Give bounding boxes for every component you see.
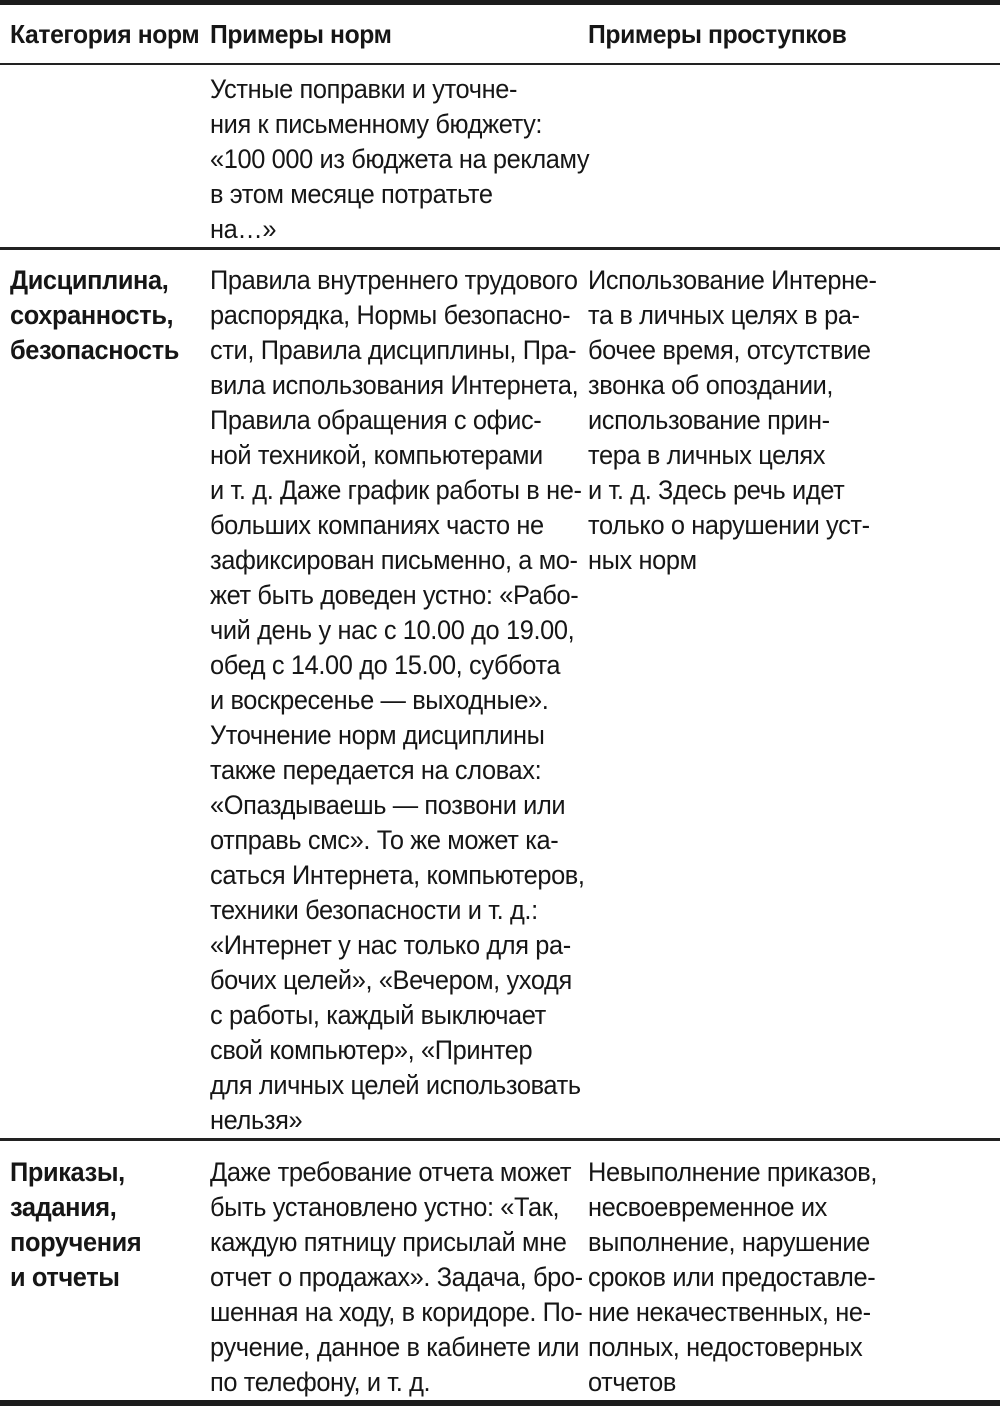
text-line: вила использования Интернета, <box>210 370 579 400</box>
text-line: Устные поправки и уточне- <box>210 74 518 104</box>
text-line: отчет о продажах». Задача, бро- <box>210 1262 583 1292</box>
text-line: сти, Правила дисциплины, Пра- <box>210 335 577 365</box>
text-line: сохранность, <box>10 300 174 330</box>
text-line: ной техникой, компьютерами <box>210 440 543 470</box>
table-row <box>0 1141 1000 1400</box>
text-line: ния к письменному бюджету: <box>210 109 543 139</box>
text-line: «Опаздываешь — позвони или <box>210 790 566 820</box>
text-line: техники безопасности и т. д.: <box>210 895 538 925</box>
text-line: Даже требование отчета может <box>210 1157 572 1187</box>
text-line: Правила внутреннего трудового <box>210 265 578 295</box>
text-line: также передается на словах: <box>210 755 542 785</box>
cell-category <box>0 263 200 1138</box>
text-line: несвоевременное их <box>588 1192 827 1222</box>
text-line: каждую пятницу присылай мне <box>210 1227 567 1257</box>
text-line: на…» <box>210 214 277 244</box>
text-line: отправь смс». То же может ка- <box>210 825 559 855</box>
cell-category <box>0 72 200 247</box>
text-line: больших компаниях часто не <box>210 510 544 540</box>
table-row <box>0 65 1000 247</box>
text-line: свой компьютер», «Принтер <box>210 1035 533 1065</box>
text-line: жет быть доведен устно: «Рабо- <box>210 580 579 610</box>
text-line: полных, недостоверных <box>588 1332 863 1362</box>
cell-norms <box>200 1155 583 1400</box>
cell-misconduct <box>580 1155 1000 1400</box>
text-line: ручение, данное в кабинете или <box>210 1332 580 1362</box>
text-line: обед с 14.00 до 15.00, суббота <box>210 650 561 680</box>
text-line: быть установлено устно: «Так, <box>210 1192 560 1222</box>
text-line: тера в личных целях <box>588 440 826 470</box>
text-line: нельзя» <box>210 1105 303 1135</box>
header-cell-norms <box>200 19 580 63</box>
text-line: саться Интернета, компьютеров, <box>210 860 585 890</box>
text-line: поручения <box>10 1227 142 1257</box>
cell-norms <box>200 72 590 247</box>
text-line: чий день у нас с 10.00 до 19.00, <box>210 615 575 645</box>
text-line: ние некачественных, не- <box>588 1297 871 1327</box>
text-line: в этом месяце потратьте <box>210 179 493 209</box>
text-line: звонка об опоздании, <box>588 370 834 400</box>
text-line: задания, <box>10 1192 117 1222</box>
table-row <box>0 250 1000 1138</box>
text-line: использование прин- <box>588 405 830 435</box>
text-line: бочих целей», «Вечером, уходя <box>210 965 572 995</box>
text-line: для личных целей использовать <box>210 1070 581 1100</box>
header-cell-misconduct <box>580 19 1000 63</box>
header-label-norms: Примеры норм <box>210 19 392 49</box>
header-cell-category <box>0 19 200 63</box>
text-line: распорядка, Нормы безопасно- <box>210 300 571 330</box>
table-bottom-border <box>0 1400 1000 1406</box>
text-line: «Интернет у нас только для ра- <box>210 930 571 960</box>
text-line: и воскресенье — выходные». <box>210 685 549 715</box>
text-line: бочее время, отсутствие <box>588 335 871 365</box>
text-line: отчетов <box>588 1367 676 1397</box>
text-line: «100 000 из бюджета на рекламу <box>210 144 590 174</box>
text-line: Уточнение норм дисциплины <box>210 720 545 750</box>
text-line: безопасность <box>10 335 179 365</box>
text-line: и т. д. Здесь речь идет <box>588 475 845 505</box>
text-line: зафиксирован письменно, а мо- <box>210 545 578 575</box>
text-line: с работы, каждый выключает <box>210 1000 546 1030</box>
text-line: по телефону, и т. д. <box>210 1367 431 1397</box>
text-line: сроков или предоставле- <box>588 1262 876 1292</box>
cell-category <box>0 1155 200 1400</box>
text-line: только о нарушении уст- <box>588 510 870 540</box>
text-line: Использование Интерне- <box>588 265 877 295</box>
text-line: выполнение, нарушение <box>588 1227 870 1257</box>
text-line: та в личных целях в ра- <box>588 300 860 330</box>
cell-misconduct <box>580 72 1000 247</box>
header-label-category: Категория норм <box>10 19 200 49</box>
text-line: Приказы, <box>10 1157 125 1187</box>
header-label-misconduct: Примеры проступков <box>588 19 847 49</box>
text-line: Невыполнение приказов, <box>588 1157 878 1187</box>
text-line: ных норм <box>588 545 697 575</box>
text-line: и т. д. Даже график работы в не- <box>210 475 582 505</box>
table-header-row <box>0 5 1000 63</box>
text-line: Правила обращения с офис- <box>210 405 542 435</box>
text-line: шенная на ходу, в коридоре. По- <box>210 1297 583 1327</box>
cell-norms <box>200 263 585 1138</box>
text-line: и отчеты <box>10 1262 120 1292</box>
text-line: Дисциплина, <box>10 265 169 295</box>
cell-misconduct <box>580 263 1000 1138</box>
